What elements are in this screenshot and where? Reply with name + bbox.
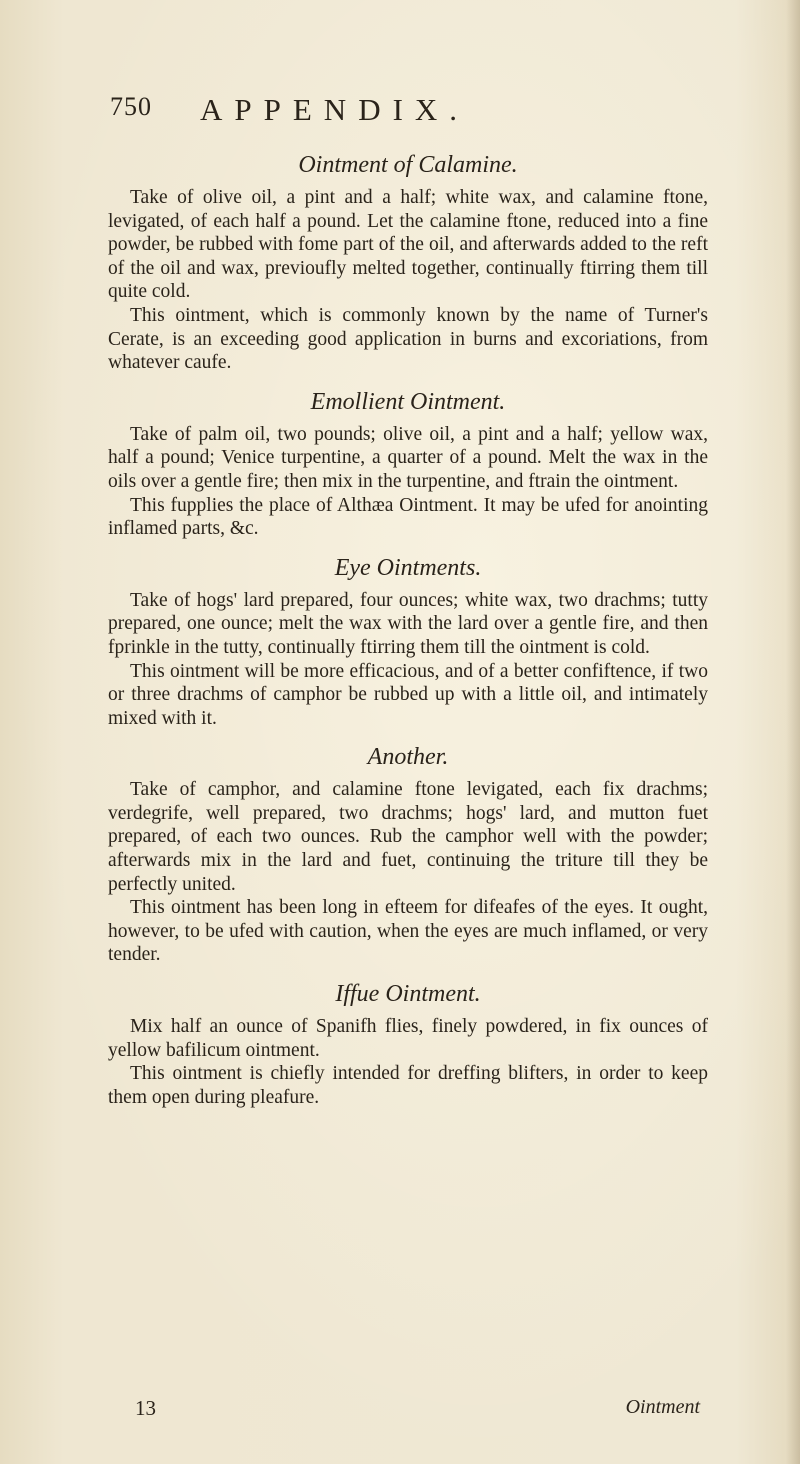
section-heading-eye-ointments: Eye Ointments. — [334, 554, 482, 581]
paragraph: This fupplies the place of Althæa Ointment. It may be ufed for anointing inflamed parts, &c. — [108, 494, 708, 540]
page-number: 750 — [110, 92, 152, 121]
running-title: APPENDIX. — [200, 92, 470, 127]
paragraph: Take of hogs' lard prepared, four ounces; white wax, two drachms; tutty prepared, one ounce; melt the wax with the lard over a gentle fire, and then fprinkle in the tutty, continually ftirring them till the ointment is cold. — [108, 589, 708, 658]
paragraph: This ointment, which is commonly known by the name of Turner's Cerate, is an exceeding good application in burns and excoriations, from whatever caufe. — [108, 304, 708, 374]
paragraph: This ointment is chiefly intended for dreffing blifters, in order to keep them open during pleafure. — [108, 1063, 708, 1108]
footer-line — [135, 1396, 700, 1426]
section-heading-emollient: Emollient Ointment. — [310, 388, 506, 415]
section-heading-calamine: Ointment of Calamine. — [298, 152, 518, 178]
page-edge-shadow — [786, 0, 800, 1464]
text-block — [108, 148, 708, 1109]
paragraph: Mix half an ounce of Spanifh flies, finely powdered, in fix ounces of yellow bafilicum ointment. — [108, 1016, 708, 1061]
section-heading-another: Another. — [367, 744, 449, 771]
paragraph: Take of camphor, and calamine ftone levigated, each fix drachms; verdegrife, well prepared, two drachms; hogs' lard, and mutton fuet prepared, of each two ounces. Rub the camphor well with the powder; afterwards mix in the lard and fuet, continuing the triture till they be perfectly united. — [108, 779, 708, 895]
catchword: Ointment — [625, 1396, 700, 1418]
paragraph: Take of palm oil, two pounds; olive oil, a pint and a half; yellow wax, half a pound; Venice turpentine, a quarter of a pound. Melt the wax in the oils over a gentle fire; then mix in the turpentine, and ftrain the ointment. — [108, 423, 708, 492]
paragraph: This ointment will be more efficacious, and of a better confiftence, if two or three drachms of camphor be rubbed up with a little oil, and intimately mixed with it. — [108, 660, 708, 729]
signature-mark: 13 — [135, 1396, 156, 1420]
paragraph: This ointment has been long in efteem for difeafes of the eyes. It ought, however, to be ufed with caution, when the eyes are much inflamed, or very tender. — [108, 897, 708, 966]
paragraph: Take of olive oil, a pint and a half; white wax, and calamine ftone, levigated, of each half a pound. Let the calamine ftone, reduced into a fine powder, be rubbed with fome part of the oil, and afterwards added to the reft of the oil and wax, previoufly melted together, continually ftirring them till quite cold. — [108, 187, 708, 303]
running-head — [110, 92, 710, 132]
section-heading-issue-ointment: Iffue Ointment. — [335, 981, 481, 1008]
